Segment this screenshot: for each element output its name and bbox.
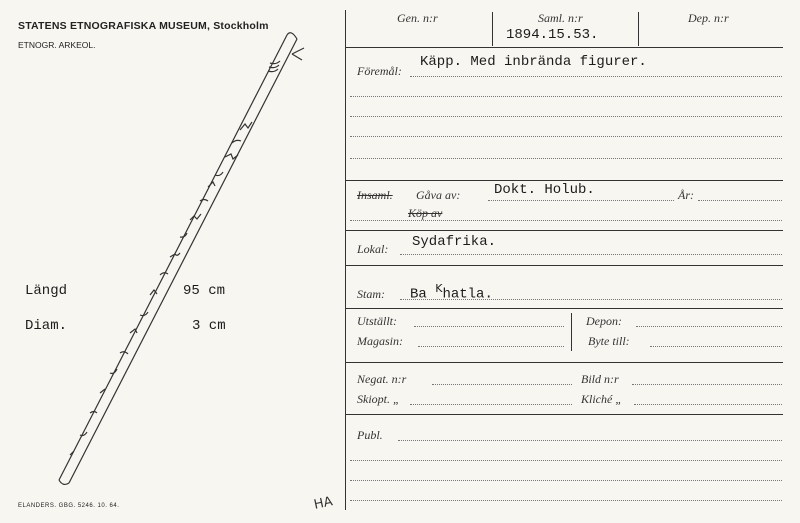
museum-title: STATENS ETNOGRAFISKA MUSEUM, Stockholm xyxy=(18,20,269,32)
walking-stick-drawing xyxy=(40,25,320,490)
header-divider-1 xyxy=(492,12,493,46)
gen-label: Gen. n:r xyxy=(397,11,438,25)
insaml-label: Insaml. xyxy=(357,188,393,202)
bild-label: Bild n:r xyxy=(581,372,619,386)
saml-label: Saml. n:r xyxy=(538,11,583,25)
stam-label: Stam: xyxy=(357,287,385,301)
stam-value-a: Ba xyxy=(410,286,427,303)
kliche-label: Kliché „ xyxy=(581,392,622,406)
corner-mark: HA xyxy=(312,494,335,513)
utstallt-label: Utställt: xyxy=(357,314,398,328)
diam-value: 3 cm xyxy=(192,318,226,334)
magasin-label: Magasin: xyxy=(357,334,403,348)
kop-label: Köp av xyxy=(408,206,443,220)
depon-label: Depon: xyxy=(586,314,622,328)
saml-value: 1894.15.53. xyxy=(506,27,599,43)
header-rule xyxy=(345,47,783,48)
length-label: Längd xyxy=(25,283,68,299)
byte-label: Byte till: xyxy=(588,334,630,348)
publ-label: Publ. xyxy=(357,428,383,442)
dep-label: Dep. n:r xyxy=(688,11,729,25)
arrow-mark-icon xyxy=(288,44,308,64)
gava-value: Dokt. Holub. xyxy=(494,182,595,198)
gava-label: Gåva av: xyxy=(416,188,461,202)
stam-superscript: K xyxy=(435,282,443,295)
negat-label: Negat. n:r xyxy=(357,372,407,386)
foremal-label: Föremål: xyxy=(357,64,402,78)
printer-line: ELANDERS. GBG. 5246. 10. 64. xyxy=(18,503,120,509)
foremal-value: Käpp. Med inbrända figurer. xyxy=(420,54,647,70)
length-value: 95 cm xyxy=(183,283,226,299)
lokal-label: Lokal: xyxy=(357,242,389,256)
lokal-value: Sydafrika. xyxy=(412,234,497,250)
department-line: ETNOGR. ARKEOL. xyxy=(18,40,96,50)
ar-label: År: xyxy=(678,188,694,202)
diam-label: Diam. xyxy=(25,318,68,334)
skiopt-label: Skiopt. „ xyxy=(357,392,400,406)
stam-value-b: hatla. xyxy=(442,286,493,303)
card-border xyxy=(345,10,346,510)
header-divider-2 xyxy=(638,12,639,46)
